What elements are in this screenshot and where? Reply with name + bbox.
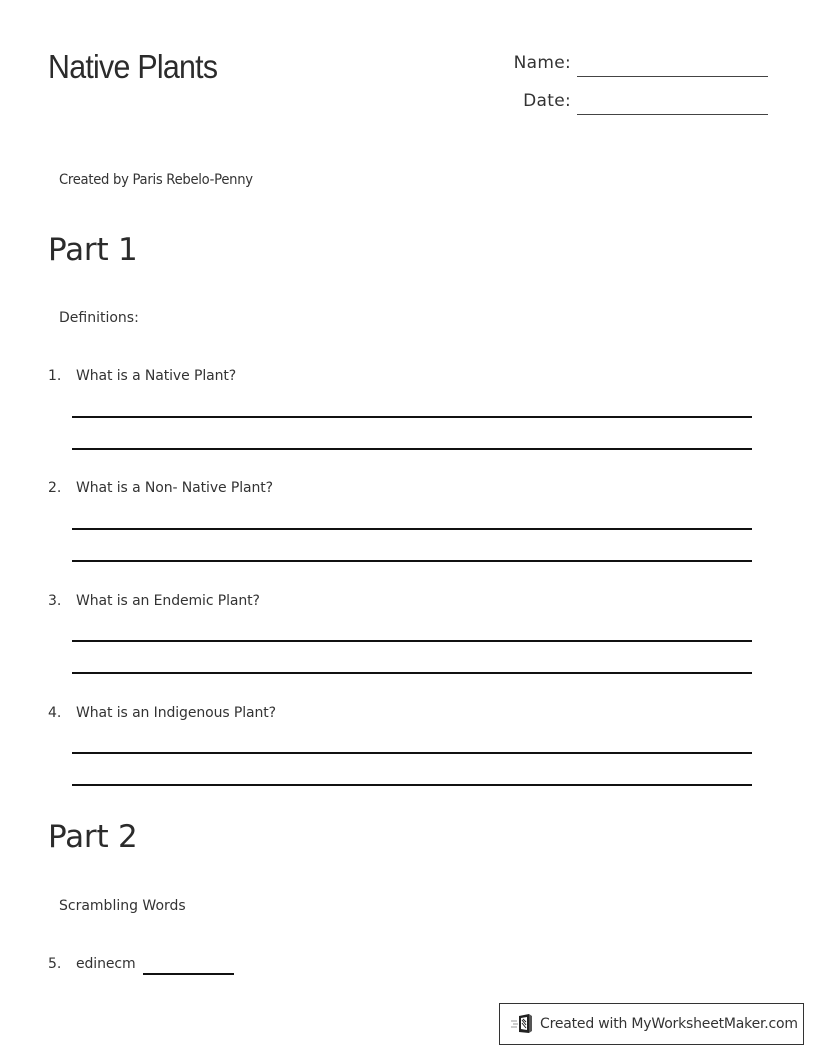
question-4-number: 4. [48, 705, 62, 721]
part-1-instructions: Definitions: [59, 310, 139, 326]
question-1-text: What is a Native Plant? [76, 368, 237, 384]
date-label: Date: [523, 91, 571, 111]
question-3-text: What is an Endemic Plant? [76, 593, 260, 609]
part-1-heading: Part 1 [48, 232, 138, 268]
question-5-number: 5. [48, 956, 62, 972]
question-2-number: 2. [48, 480, 62, 496]
question-3-number: 3. [48, 593, 62, 609]
date-field-line[interactable] [577, 114, 768, 115]
worksheet-logo-icon [510, 1013, 534, 1035]
question-3-answer-line-2[interactable] [72, 672, 752, 674]
part-2-instructions: Scrambling Words [59, 898, 186, 914]
question-3-answer-line-1[interactable] [72, 640, 752, 642]
question-1-answer-line-1[interactable] [72, 416, 752, 418]
question-4-answer-line-1[interactable] [72, 752, 752, 754]
question-5-scrambled-word: edinecm [76, 956, 136, 972]
question-5-answer-line[interactable] [143, 973, 234, 975]
worksheet-title: Native Plants [48, 48, 218, 85]
myworksheetmaker-badge[interactable] [499, 1003, 804, 1045]
question-4-answer-line-2[interactable] [72, 784, 752, 786]
question-2-answer-line-1[interactable] [72, 528, 752, 530]
question-4-text: What is an Indigenous Plant? [76, 705, 277, 721]
question-2-text: What is a Non- Native Plant? [76, 480, 273, 496]
name-field-line[interactable] [577, 76, 768, 77]
part-2-heading: Part 2 [48, 819, 138, 855]
author-credit: Created by Paris Rebelo-Penny [59, 172, 253, 188]
question-1-answer-line-2[interactable] [72, 448, 752, 450]
name-label: Name: [513, 53, 571, 73]
badge-label: Created with MyWorksheetMaker.com [540, 1016, 798, 1032]
question-1-number: 1. [48, 368, 62, 384]
question-2-answer-line-2[interactable] [72, 560, 752, 562]
